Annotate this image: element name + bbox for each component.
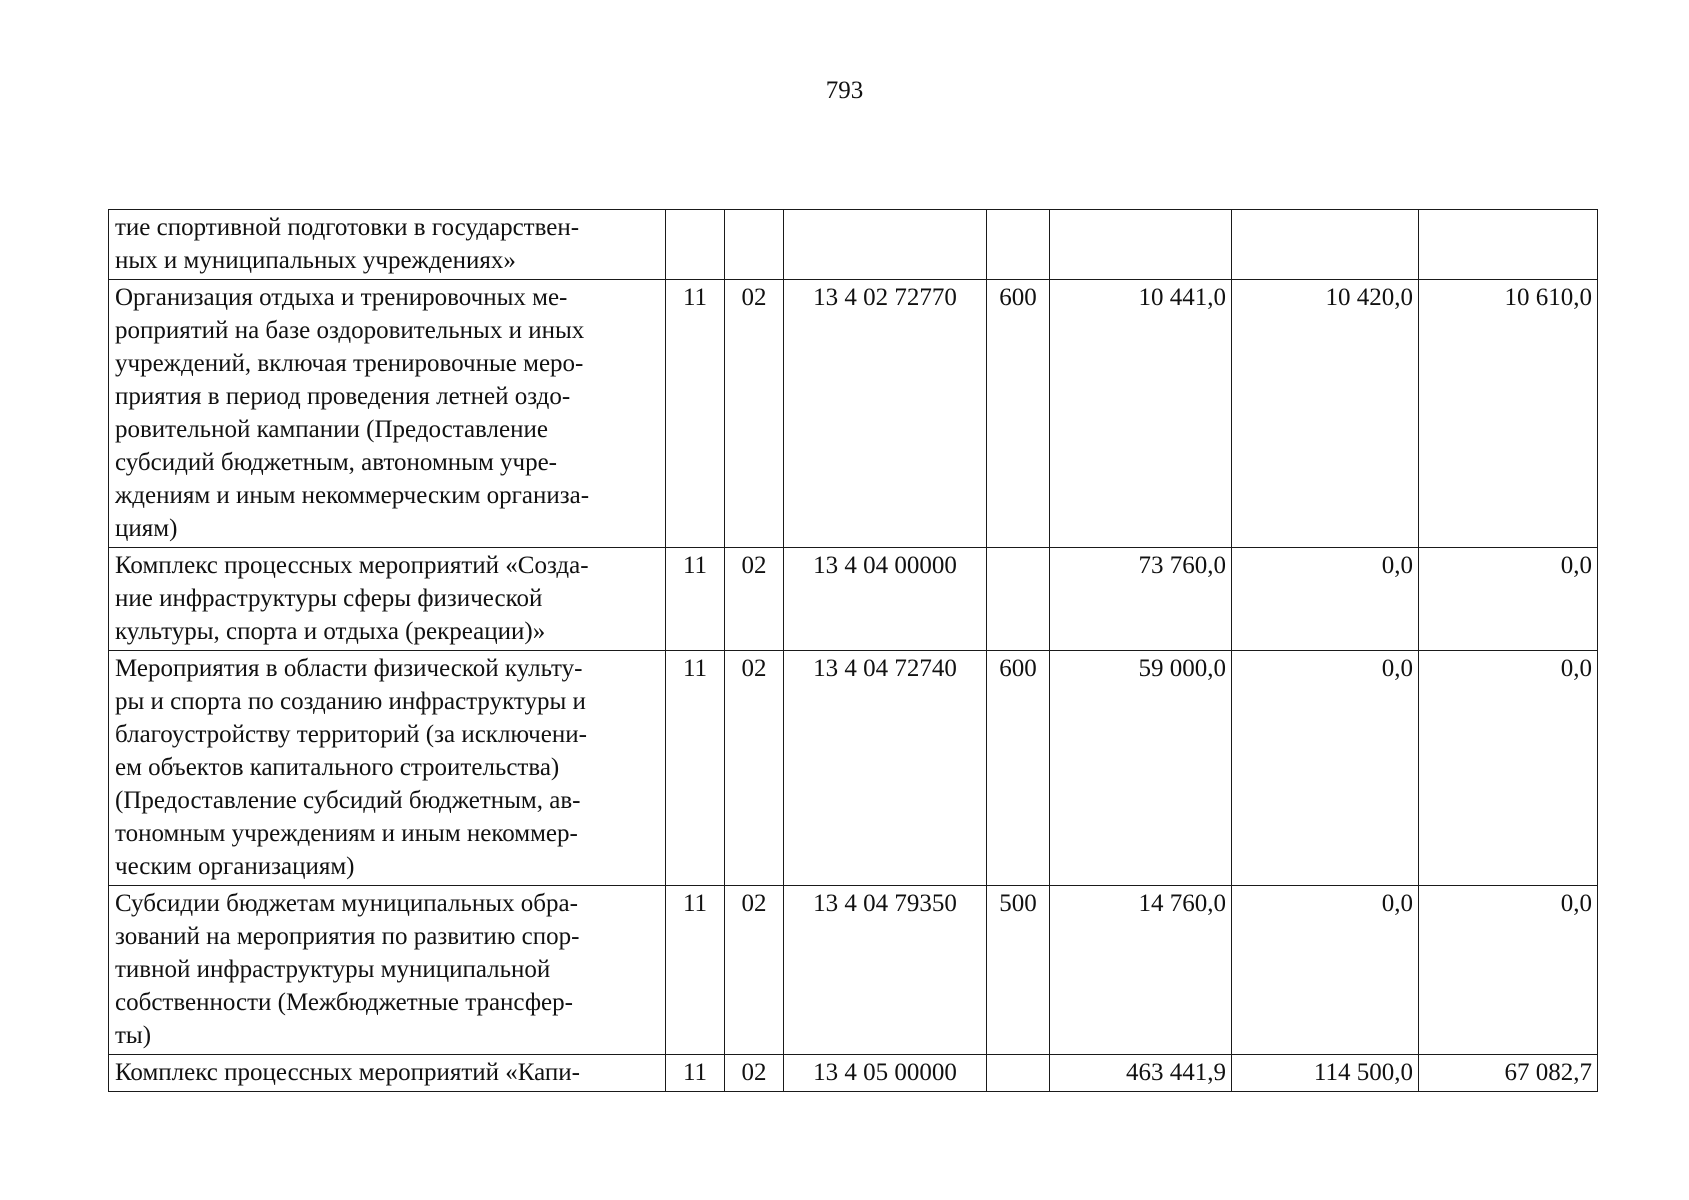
page-number: 793 — [825, 77, 864, 104]
section-code: 11 — [666, 548, 725, 651]
amount-year-3: 67 082,7 — [1419, 1055, 1598, 1092]
description-line: ние инфраструктуры сферы физической — [115, 585, 543, 612]
table-row — [109, 548, 1598, 651]
amount-year-2: 114 500,0 — [1232, 1055, 1419, 1092]
amount-year-1: 59 000,0 — [1050, 651, 1232, 886]
target-article-code: 13 4 04 79350 — [784, 886, 987, 1055]
table-row — [109, 886, 1598, 1055]
subsection-code: 02 — [725, 1055, 784, 1092]
row-description — [109, 548, 666, 651]
row-description — [109, 210, 666, 280]
expense-type-code: 600 — [987, 280, 1050, 548]
section-code: 11 — [666, 1055, 725, 1092]
description-line: Мероприятия в области физической культу- — [115, 655, 583, 682]
subsection-code: 02 — [725, 886, 784, 1055]
expense-type-code — [987, 1055, 1050, 1092]
description-line: Субсидии бюджетам муниципальных обра- — [115, 890, 578, 917]
description-line: тие спортивной подготовки в государствен- — [115, 214, 580, 241]
description-line: ем объектов капитального строительства) — [115, 754, 560, 781]
amount-year-3: 0,0 — [1419, 548, 1598, 651]
description-line: Комплекс процессных мероприятий «Созда- — [115, 552, 589, 579]
amount-year-2: 10 420,0 — [1232, 280, 1419, 548]
description-line: ных и муниципальных учреждениях» — [115, 247, 516, 274]
target-article-code — [784, 210, 987, 280]
amount-year-1: 73 760,0 — [1050, 548, 1232, 651]
target-article-code: 13 4 04 00000 — [784, 548, 987, 651]
table-body — [109, 210, 1598, 1092]
target-article-code: 13 4 02 72770 — [784, 280, 987, 548]
target-article-code: 13 4 04 72740 — [784, 651, 987, 886]
subsection-code: 02 — [725, 280, 784, 548]
description-line: циям) — [115, 515, 178, 542]
description-line: ческим организациям) — [115, 853, 355, 880]
description-line: Комплекс процессных мероприятий «Капи- — [115, 1059, 580, 1086]
amount-year-1 — [1050, 210, 1232, 280]
expense-type-code: 500 — [987, 886, 1050, 1055]
row-description — [109, 886, 666, 1055]
expense-type-code — [987, 210, 1050, 280]
expense-type-code — [987, 548, 1050, 651]
description-line: (Предоставление субсидий бюджетным, ав- — [115, 787, 581, 814]
description-line: приятия в период проведения летней оздо- — [115, 383, 571, 410]
amount-year-1: 14 760,0 — [1050, 886, 1232, 1055]
amount-year-3: 10 610,0 — [1419, 280, 1598, 548]
row-description — [109, 1055, 666, 1092]
amount-year-3 — [1419, 210, 1598, 280]
expense-type-code: 600 — [987, 651, 1050, 886]
description-line: ты) — [115, 1022, 152, 1049]
section-code: 11 — [666, 886, 725, 1055]
table-row — [109, 651, 1598, 886]
description-line: зований на мероприятия по развитию спор- — [115, 923, 580, 950]
section-code — [666, 210, 725, 280]
description-line: ровительной кампании (Предоставление — [115, 416, 548, 443]
table-row — [109, 1055, 1598, 1092]
description-line: ждениям и иным некоммерческим организа- — [115, 482, 590, 509]
budget-table — [108, 209, 1598, 1092]
table-row — [109, 280, 1598, 548]
description-line: собственности (Межбюджетные трансфер- — [115, 989, 573, 1016]
amount-year-2 — [1232, 210, 1419, 280]
description-line: тономным учреждениям и иным некоммер- — [115, 820, 578, 847]
description-line: благоустройству территорий (за исключени- — [115, 721, 587, 748]
row-description — [109, 280, 666, 548]
amount-year-3: 0,0 — [1419, 886, 1598, 1055]
description-line: Организация отдыха и тренировочных ме- — [115, 284, 568, 311]
subsection-code: 02 — [725, 548, 784, 651]
amount-year-2: 0,0 — [1232, 651, 1419, 886]
section-code: 11 — [666, 651, 725, 886]
description-line: тивной инфраструктуры муниципальной — [115, 956, 551, 983]
description-line: учреждений, включая тренировочные меро- — [115, 350, 584, 377]
amount-year-2: 0,0 — [1232, 548, 1419, 651]
amount-year-1: 10 441,0 — [1050, 280, 1232, 548]
subsection-code: 02 — [725, 651, 784, 886]
subsection-code — [725, 210, 784, 280]
amount-year-1: 463 441,9 — [1050, 1055, 1232, 1092]
amount-year-2: 0,0 — [1232, 886, 1419, 1055]
description-line: культуры, спорта и отдыха (рекреации)» — [115, 618, 546, 645]
amount-year-3: 0,0 — [1419, 651, 1598, 886]
section-code: 11 — [666, 280, 725, 548]
description-line: субсидий бюджетным, автономным учре- — [115, 449, 558, 476]
target-article-code: 13 4 05 00000 — [784, 1055, 987, 1092]
row-description — [109, 651, 666, 886]
description-line: ры и спорта по созданию инфраструктуры и — [115, 688, 586, 715]
description-line: роприятий на базе оздоровительных и иных — [115, 317, 585, 344]
table-row — [109, 210, 1598, 280]
